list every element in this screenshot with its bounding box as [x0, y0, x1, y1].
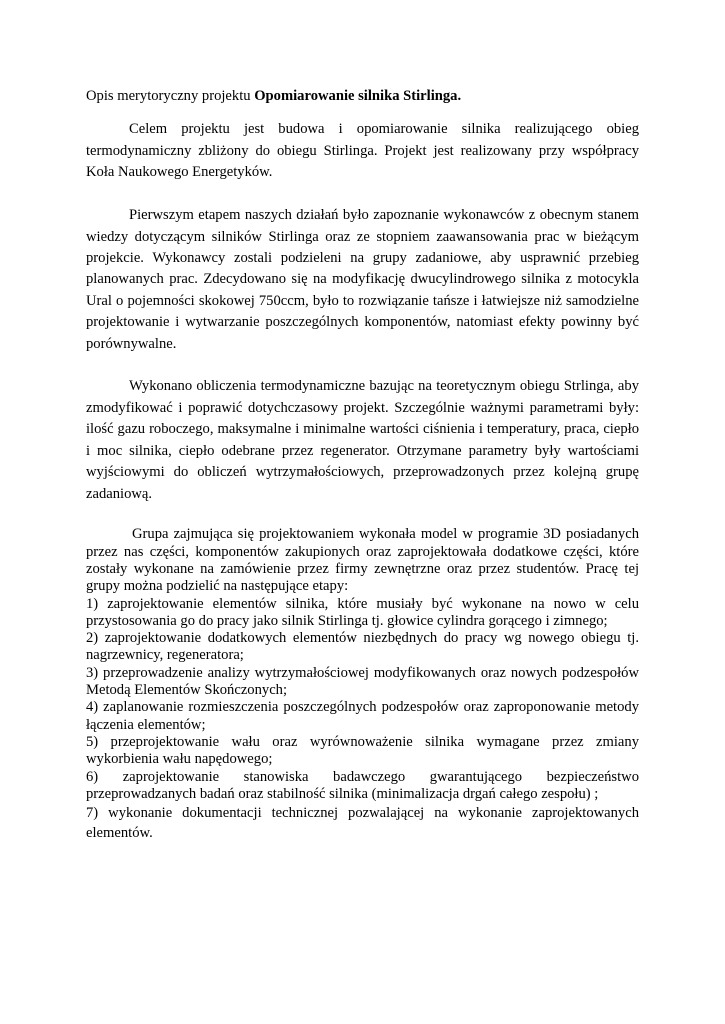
list-item: 1) zaprojektowanie elementów silnika, które musiały być wykonane na nowo w celu przystosowania go do pracy jako silnik Stirlinga tj. głowice cylindra gorącego i zimnego;: [86, 595, 639, 629]
list-item: 4) zaplanowanie rozmieszczenia poszczególnych podzespołów oraz zaproponowanie metody łączenia elementów;: [86, 699, 639, 733]
paragraph-calculations: Wykonano obliczenia termodynamiczne bazując na teoretycznym obiegu Strlinga, aby zmodyfikować i poprawić dotychczasowy projekt. Szczególnie ważnymi parametrami były: ilość gazu roboczego, maksymalne i minimalne wartości ciśnienia i temperatury, praca, ciepło i moc silnika, ciepło odebrane przez regenerator. Otrzymane parametry były wartościami wyjściowymi do obliczeń wytrzymałościowych, przeprowadzonych przez kolejną grupę zadaniową.: [86, 378, 639, 502]
list-item: 3) przeprowadzenie analizy wytrzymałościowej modyfikowanych oraz nowych podzespołów Metodą Elementów Skończonych;: [86, 664, 639, 699]
paragraph-project-goal: Celem projektu jest budowa i opomiarowanie silnika realizującego obieg termodynamiczny zbliżony do obiegu Stirlinga. Projekt jest realizowany przy współpracy Koła Naukowego Energetyków.: [86, 121, 639, 181]
list-item: 7) wykonanie dokumentacji technicznej pozwalającej na wykonanie zaprojektowanych elementów.: [86, 805, 639, 842]
title-prefix: Opis merytoryczny projektu: [86, 88, 255, 104]
list-item: 6) zaprojektowanie stanowiska badawczego gwarantującego bezpieczeństwo przeprowadzanych badań oraz stabilność silnika (minimalizacja drgań całego zespołu) ;: [86, 768, 639, 802]
paragraph-design-group: Grupa zajmująca się projektowaniem wykonała model w programie 3D posiadanych przez nas części, komponentów zakupionych oraz zaprojektowała dodatkowe części, które zostały wykonane na zamówienie przez firmy zewnętrzne oraz przez studentów. Pracę tej grupy można podzielić na następujące etapy:: [86, 526, 639, 595]
list-item: 5) przeprojektowanie wału oraz wyrównoważenie silnika wymagane przez zmiany wykorbienia wału napędowego;: [86, 733, 639, 768]
project-name: Opomiarowanie silnika Stirlinga.: [254, 88, 462, 104]
design-steps-list: [86, 596, 639, 844]
paragraph-first-stage: Pierwszym etapem naszych działań było zapoznanie wykonawców z obecnym stanem wiedzy dotyczącym silników Stirlinga oraz ze stopniem zaawansowania prac w bieżącym projekcie. Wykonawcy zostali podzieleni na grupy zadaniowe, aby usprawnić przebieg planowanych prac. Zdecydowano się na modyfikację dwucylindrowego silnika z motocykla Ural o pojemności skokowej 750ccm, było to rozwiązanie tańsze i łatwiejsze niż samodzielne projektowanie i wytwarzanie poszczególnych komponentów, natomiast efekty powinny być porównywalne.: [86, 207, 639, 352]
document-page: [86, 86, 639, 843]
list-item: 2) zaprojektowanie dodatkowych elementów niezbędnych do pracy wg nowego obiegu tj. nagrzewnicy, regeneratora;: [86, 630, 639, 664]
document-title: [86, 86, 639, 107]
